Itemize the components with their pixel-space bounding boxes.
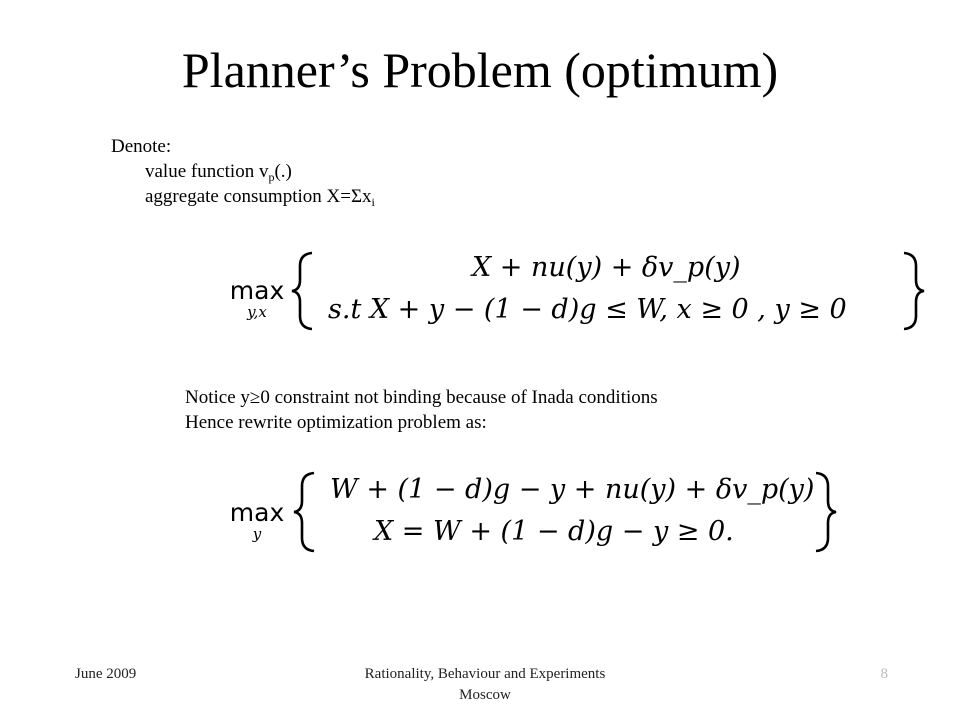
left-brace-2 (290, 470, 320, 554)
notice-line-1: Notice y≥0 constraint not binding because of Inada conditions (185, 387, 658, 408)
notice-line-2: Hence rewrite optimization problem as: (185, 412, 487, 433)
right-brace-1 (898, 250, 928, 332)
denote-block (111, 134, 375, 209)
footer-event: Rationality, Behaviour and Experiments Moscow (364, 666, 606, 703)
value-function-line: value function $v_p(.)$ (145, 161, 292, 184)
aggregate-consumption-line: aggregate consumption $X=\Sigma x_i$ (145, 186, 375, 209)
slide-title: Planner’s Problem (optimum) (181, 42, 779, 98)
max-operator-1: max y,x (229, 276, 285, 321)
equation-2-constraint: X = W + (1 − d)g − y ≥ 0. (374, 516, 734, 547)
denote-heading: Denote: (111, 136, 172, 157)
footer-date: June 2009 (75, 666, 137, 682)
max-operator-2: max y (229, 498, 285, 543)
page-number: 8 (880, 666, 888, 682)
equation-1-constraint: s.t X + y − (1 − d)g ≤ W, x ≥ 0 , y ≥ 0 (328, 294, 847, 325)
equation-2-objective: W + (1 − d)g − y + nu(y) + δv_p(y) (330, 474, 815, 505)
notice-block (185, 385, 658, 435)
left-brace-1 (288, 250, 318, 332)
right-brace-2 (810, 470, 840, 554)
equation-1-objective: X + nu(y) + δv_p(y) (472, 252, 741, 283)
